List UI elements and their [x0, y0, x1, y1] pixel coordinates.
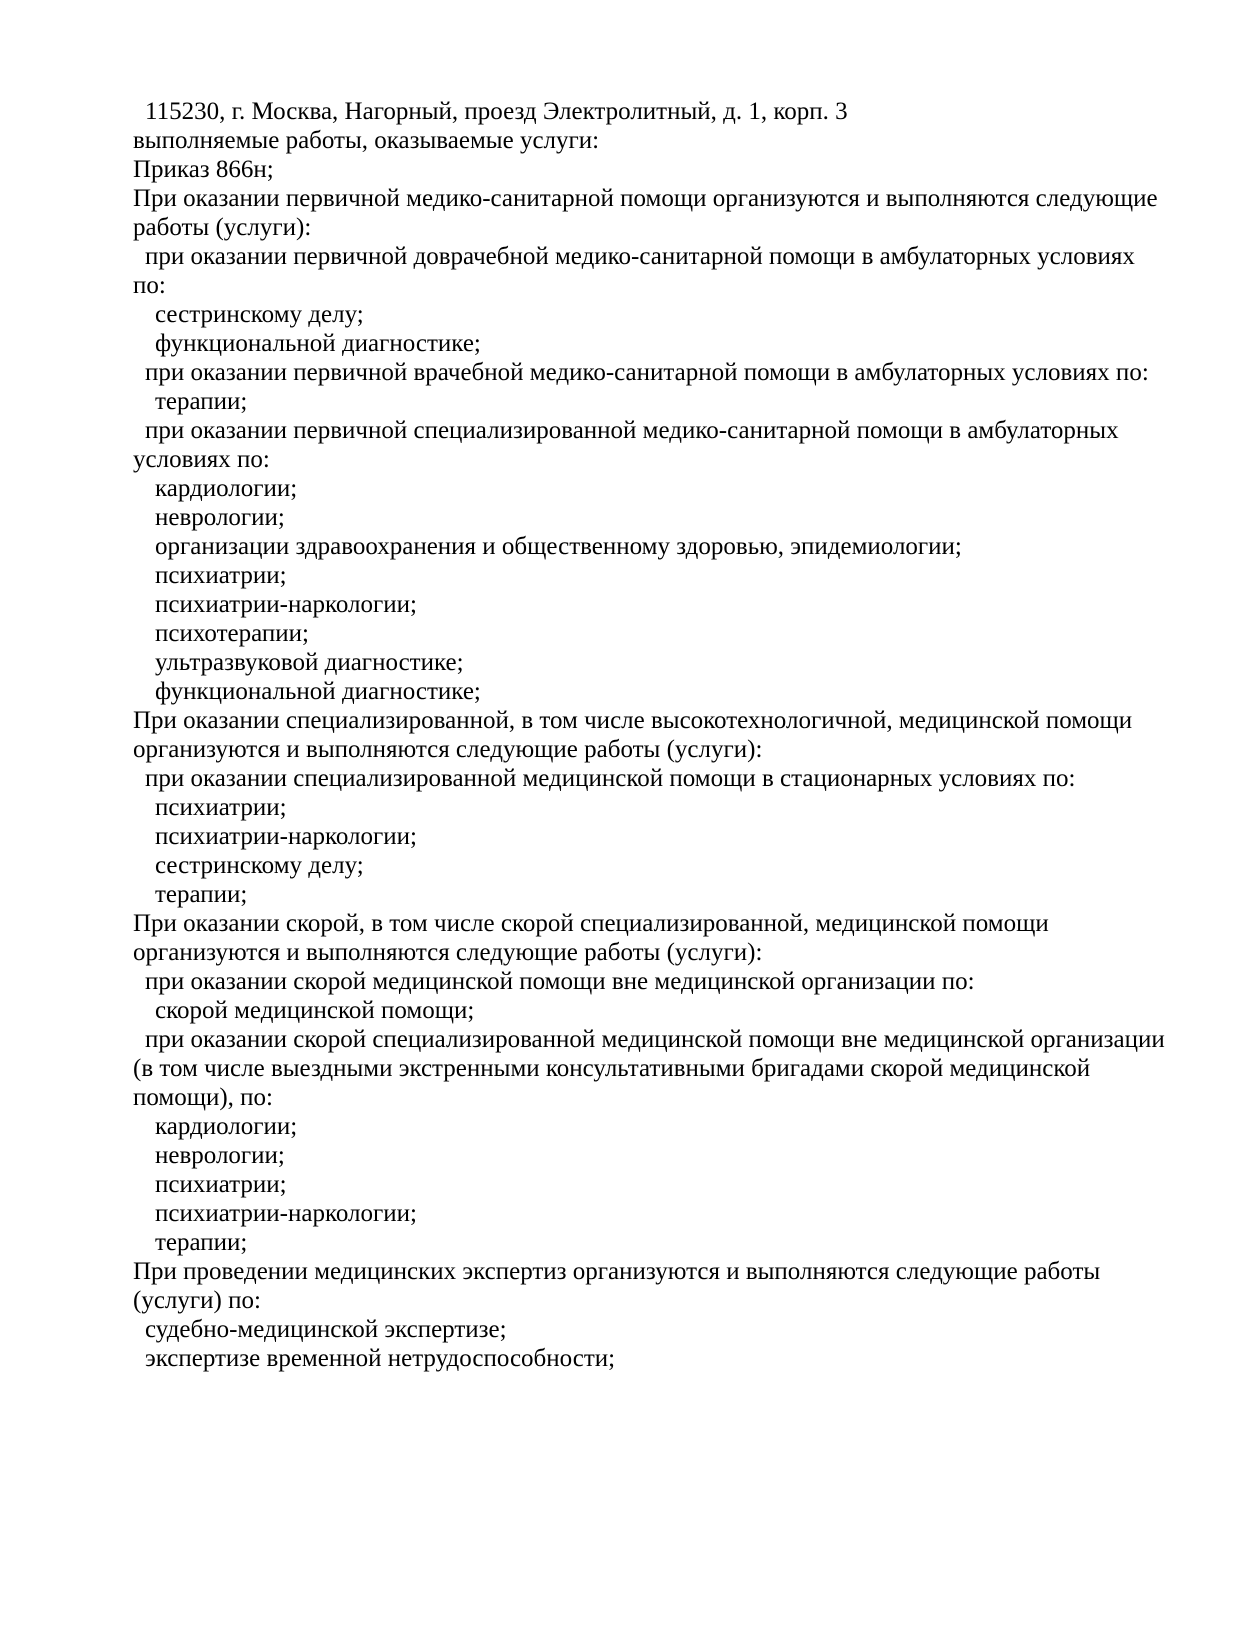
document-text [133, 97, 1213, 1373]
text-line: при оказании скорой специализированной медицинской помощи вне медицинской организации [145, 1026, 1165, 1053]
text-line: психиатрии-наркологии; [155, 823, 417, 850]
text-line: ультразвуковой диагностике; [155, 649, 464, 676]
text-line: сестринскому делу; [155, 301, 364, 328]
text-line: терапии; [155, 388, 248, 415]
text-line: Приказ 866н; [133, 156, 274, 183]
text-line: при оказании первичной врачебной медико-санитарной помощи в амбулаторных условиях по: [145, 359, 1149, 386]
text-line: по: [133, 272, 166, 299]
text-line: организуются и выполняются следующие работы (услуги): [133, 939, 763, 966]
text-line: функциональной диагностике; [155, 678, 481, 705]
text-line: При оказании первичной медико-санитарной помощи организуются и выполняются следующие [133, 185, 1158, 212]
text-line: терапии; [155, 881, 248, 908]
text-line: судебно-медицинской экспертизе; [145, 1316, 507, 1343]
text-line: при оказании специализированной медицинской помощи в стационарных условиях по: [145, 765, 1076, 792]
text-line: психотерапии; [155, 620, 309, 647]
text-line: психиатрии-наркологии; [155, 591, 417, 618]
text-line: При оказании специализированной, в том числе высокотехнологичной, медицинской помощи [133, 707, 1133, 734]
text-line: при оказании первичной доврачебной медико-санитарной помощи в амбулаторных условиях [145, 243, 1135, 270]
text-line: кардиологии; [155, 1113, 298, 1140]
text-line: неврологии; [155, 1142, 285, 1169]
text-line: психиатрии; [155, 794, 287, 821]
text-line: психиатрии; [155, 1171, 287, 1198]
text-line: организации здравоохранения и общественному здоровью, эпидемиологии; [155, 533, 962, 560]
text-line: При проведении медицинских экспертиз организуются и выполняются следующие работы [133, 1258, 1101, 1285]
text-line: при оказании первичной специализированной медико-санитарной помощи в амбулаторных [145, 417, 1119, 444]
text-line: При оказании скорой, в том числе скорой специализированной, медицинской помощи [133, 910, 1049, 937]
text-line: функциональной диагностике; [155, 330, 481, 357]
text-line: организуются и выполняются следующие работы (услуги): [133, 736, 763, 763]
text-line: экспертизе временной нетрудоспособности; [145, 1345, 616, 1372]
text-line: неврологии; [155, 504, 285, 531]
text-line: сестринскому делу; [155, 852, 364, 879]
text-line: работы (услуги): [133, 214, 312, 241]
text-line: 115230, г. Москва, Нагорный, проезд Электролитный, д. 1, корп. 3 [145, 98, 848, 125]
text-line: (услуги) по: [133, 1287, 261, 1314]
text-line: кардиологии; [155, 475, 298, 502]
text-line: помощи), по: [133, 1084, 274, 1111]
text-line: терапии; [155, 1229, 248, 1256]
text-line: выполняемые работы, оказываемые услуги: [133, 127, 600, 154]
text-line: скорой медицинской помощи; [155, 997, 475, 1024]
text-line: условиях по: [133, 446, 270, 473]
text-line: психиатрии-наркологии; [155, 1200, 417, 1227]
text-line: при оказании скорой медицинской помощи вне медицинской организации по: [145, 968, 975, 995]
text-line: (в том числе выездными экстренными консультативными бригадами скорой медицинской [133, 1055, 1091, 1082]
text-line: психиатрии; [155, 562, 287, 589]
